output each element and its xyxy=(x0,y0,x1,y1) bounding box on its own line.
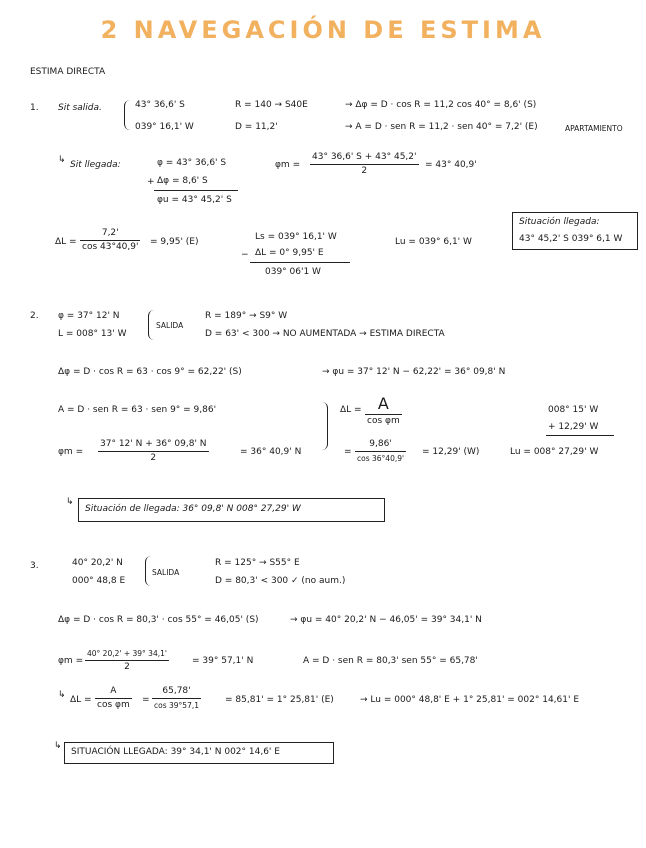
arrow-icon: ↳ xyxy=(54,741,62,751)
sum-term-b: + 12,29' W xyxy=(548,422,599,432)
course: R = 125° → S55° E xyxy=(215,558,300,568)
course: R = 189° → S9° W xyxy=(205,311,288,321)
departure-lat: 40° 20,2' N xyxy=(72,558,123,568)
result-value: SITUACIÓN LLEGADA: 39° 34,1' N 002° 14,6' E xyxy=(71,747,280,757)
brace xyxy=(148,310,154,340)
distance: D = 11,2' xyxy=(235,122,278,132)
exercise-number: 3. xyxy=(30,561,39,571)
brace xyxy=(124,100,130,130)
delta-lon-numerator: 7,2' xyxy=(101,228,119,238)
delta-lon-result: = 85,81' = 1° 25,81' (E) xyxy=(225,695,334,705)
distance: D = 63' < 300 → NO AUMENTADA → ESTIMA DIRECTA xyxy=(205,329,445,339)
delta-lat-calc: Δφ = D · cos R = 63 · cos 9° = 62,22' (S) xyxy=(58,367,242,377)
delta-lon-sub: ΔL = 0° 9,95' E xyxy=(255,248,324,258)
delta-lon-numerator: A xyxy=(110,686,117,696)
equals-sign: = xyxy=(142,695,150,705)
departure-tag: APARTAMIENTO xyxy=(565,124,623,133)
lon-result: 039° 06'1 W xyxy=(265,267,321,277)
arrival-result-box xyxy=(78,498,385,522)
arrival-result-box xyxy=(512,212,638,250)
delta-lon-fraction xyxy=(95,686,132,711)
mid-lat-fraction xyxy=(98,439,209,464)
delta-lon-label: ΔL = xyxy=(70,695,92,705)
delta-lon-label: ΔL = xyxy=(340,405,362,415)
mid-lat-denominator: 2 xyxy=(361,166,368,176)
mid-lat-label: φm = xyxy=(275,160,301,170)
result-title: Situación llegada: xyxy=(519,217,600,227)
departure-calc: → A = D · sen R = 11,2 · sen 40° = 7,2' (E) xyxy=(345,122,538,132)
departure-lon: 000° 48,8 E xyxy=(72,576,126,586)
equals-sign: = xyxy=(344,447,352,457)
delta-lon-denominator: cos φm xyxy=(97,700,130,710)
departure-lat: 43° 36,6' S xyxy=(135,100,185,110)
lat-start: φ = 43° 36,6' S xyxy=(157,158,227,168)
mid-lat-result: = 36° 40,9' N xyxy=(240,447,302,457)
lon-arrival-calc: → Lu = 000° 48,8' E + 1° 25,81' = 002° 14,61' E xyxy=(360,695,580,705)
brace xyxy=(322,402,328,450)
departure-tag: SALIDA xyxy=(152,568,180,577)
arrow-icon: ↳ xyxy=(58,155,66,165)
departure-calc: A = D · sen R = 63 · sen 9° = 9,86' xyxy=(58,405,217,415)
page-title: 2 NAVEGACIÓN DE ESTIMA xyxy=(100,16,546,44)
delta-lon-result: = 12,29' (W) xyxy=(422,447,480,457)
mid-lat-denominator: 2 xyxy=(124,662,130,672)
plus-sign: + xyxy=(147,177,155,187)
mid-lat-fraction xyxy=(310,152,419,177)
departure-calc: A = D · sen R = 80,3' sen 55° = 65,78' xyxy=(303,656,478,666)
result-value: Situación de llegada: 36° 09,8' N 008° 27,29' W xyxy=(85,504,301,514)
mid-lat-fraction xyxy=(85,648,169,673)
mid-lat-numerator: 40° 20,2' + 39° 34,1' xyxy=(87,649,167,658)
mid-lat-label: φm = xyxy=(58,447,84,457)
arrow-icon: ↳ xyxy=(58,690,66,700)
lat-arrival: φu = 43° 45,2' S xyxy=(157,195,232,205)
delta-lon-denominator: cos φm xyxy=(367,416,400,426)
sum-line xyxy=(154,190,238,191)
departure-label: Sit salida. xyxy=(58,103,102,113)
departure-lon: 039° 16,1' W xyxy=(135,122,194,132)
lat-arrival-calc: → φu = 37° 12' N − 62,22' = 36° 09,8' N xyxy=(322,367,506,377)
delta-lon-value-denominator: cos 36°40,9' xyxy=(357,454,405,463)
departure-lon: L = 008° 13' W xyxy=(58,329,127,339)
delta-lon-fraction-values xyxy=(355,439,406,464)
mid-lat-denominator: 2 xyxy=(150,453,157,463)
arrival-label: Sit llegada: xyxy=(70,160,121,170)
distance: D = 80,3' < 300 ✓ (no aum.) xyxy=(215,576,346,586)
mid-lat-numerator: 37° 12' N + 36° 09,8' N xyxy=(100,439,207,449)
delta-lon-label: ΔL = xyxy=(55,237,77,247)
departure-tag: SALIDA xyxy=(156,321,184,330)
mid-lat-label: φm = xyxy=(58,656,84,666)
exercise-number: 1. xyxy=(30,103,39,113)
lat-arrival-calc: → φu = 40° 20,2' N − 46,05' = 39° 34,1' N xyxy=(290,615,482,625)
delta-lon-denominator: cos 43°40,9' xyxy=(82,242,139,252)
course: R = 140 → S40E xyxy=(235,100,308,110)
brace xyxy=(145,556,151,586)
delta-lat-calc: Δφ = D · cos R = 80,3' · cos 55° = 46,05' (S) xyxy=(58,615,259,625)
delta-lon-fraction-values xyxy=(152,686,201,711)
mid-lat-numerator: 43° 36,6' S + 43° 45,2' xyxy=(312,152,417,162)
delta-lon-value-denominator: cos 39°57,1 xyxy=(154,701,199,710)
delta-lon-fraction xyxy=(80,228,140,253)
delta-lat: Δφ = 8,6' S xyxy=(157,176,208,186)
result-value: 43° 45,2' S 039° 6,1 W xyxy=(519,234,623,244)
delta-lon-fraction xyxy=(365,395,402,427)
delta-lon-numerator: A xyxy=(377,394,389,413)
minus-sign: − xyxy=(241,250,249,260)
delta-lat-calc: → Δφ = D · cos R = 11,2 cos 40° = 8,6' (S) xyxy=(345,100,537,110)
lon-arrival: Lu = 039° 6,1' W xyxy=(395,237,472,247)
sub-line xyxy=(250,262,350,263)
exercise-number: 2. xyxy=(30,311,39,321)
lon-start: Ls = 039° 16,1' W xyxy=(255,232,337,242)
sum-line xyxy=(546,435,614,436)
delta-lon-value-numerator: 9,86' xyxy=(369,439,392,449)
mid-lat-result: = 39° 57,1' N xyxy=(192,656,254,666)
lon-arrival: Lu = 008° 27,29' W xyxy=(510,447,599,457)
mid-lat-result: = 43° 40,9' xyxy=(425,160,477,170)
delta-lon-result: = 9,95' (E) xyxy=(150,237,199,247)
delta-lon-value-numerator: 65,78' xyxy=(162,686,191,696)
arrow-icon: ↳ xyxy=(66,497,74,507)
section-heading: ESTIMA DIRECTA xyxy=(30,67,106,77)
arrival-result-box xyxy=(64,742,334,764)
departure-lat: φ = 37° 12' N xyxy=(58,311,120,321)
sum-term-a: 008° 15' W xyxy=(548,405,599,415)
